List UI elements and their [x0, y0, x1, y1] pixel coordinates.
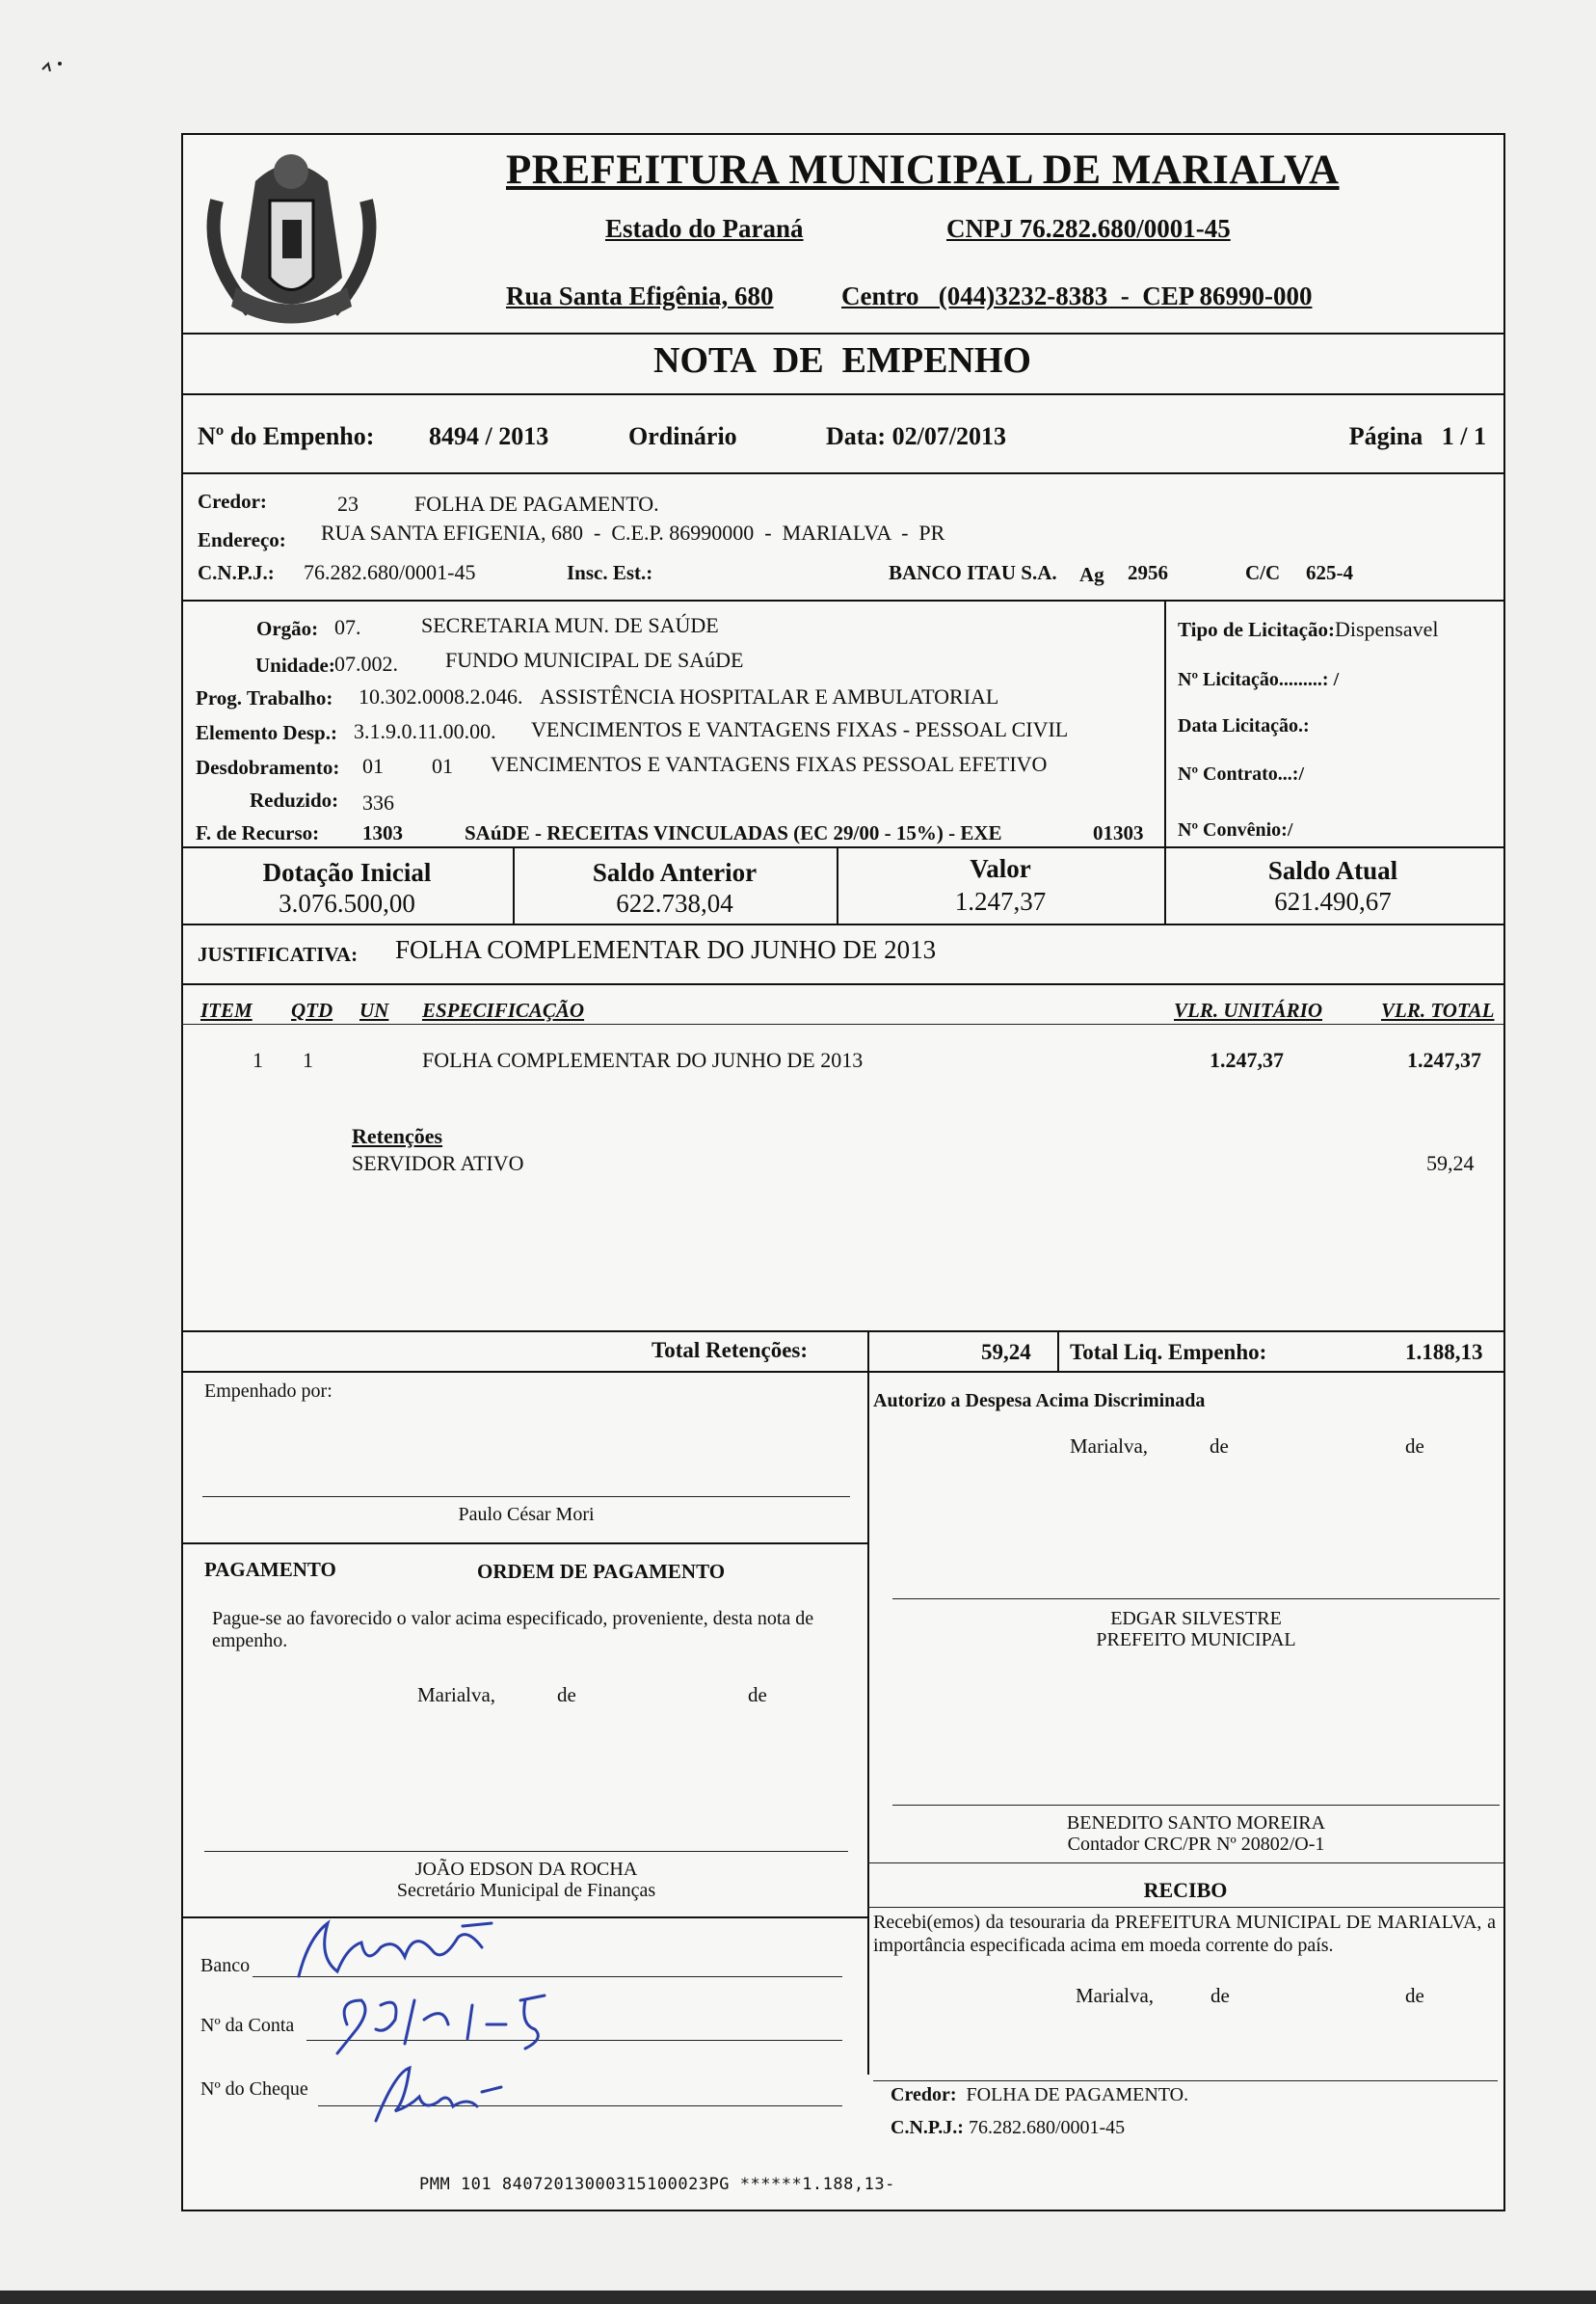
pagamento-place: Marialva, — [417, 1683, 496, 1706]
empenho-label: Nº do Empenho: — [198, 422, 375, 450]
recibo-place: Marialva, — [1076, 1984, 1155, 2007]
divider — [867, 1862, 1503, 1863]
secretario-role: Secretário Municipal de Finanças — [396, 1880, 656, 1901]
prefeito-name: EDGAR SILVESTRE — [1110, 1608, 1282, 1629]
divider — [181, 1916, 867, 1918]
account-label: C/C — [1245, 561, 1281, 584]
recibo-de-1: de — [1210, 1984, 1230, 2007]
insc-label: Insc. Est.: — [567, 561, 653, 584]
divider — [181, 333, 1503, 335]
unidade-label: Unidade: — [255, 654, 335, 677]
header-address: Rua Santa Efigênia, 680 — [506, 281, 774, 310]
scan-border-bottom — [0, 2291, 1596, 2304]
saldo-atual-value: 621.490,67 — [1274, 887, 1392, 916]
recibo-text: Recebi(emos) da tesouraria da PREFEITURA MUNICIPAL DE MARIALVA, a importância especificada acima em moeda corrente do país. — [873, 1912, 1496, 1956]
empenho-number: 8494 / 2013 — [429, 422, 549, 450]
ordem-pagamento-label: ORDEM DE PAGAMENTO — [477, 1560, 726, 1583]
header-cnpj: CNPJ 76.282.680/0001-45 — [946, 214, 1231, 243]
divider — [181, 393, 1503, 395]
signature-line — [892, 1805, 1500, 1806]
account-number: 625-4 — [1306, 561, 1353, 584]
municipal-coat-of-arms — [198, 143, 386, 340]
conta-label: Nº da Conta — [200, 2015, 295, 2036]
elemento-code: 3.1.9.0.11.00.00. — [354, 719, 496, 743]
dotacao-value: 3.076.500,00 — [279, 889, 415, 918]
pagamento-de-1: de — [557, 1683, 576, 1706]
desdobramento-label: Desdobramento: — [196, 756, 340, 779]
valor-value: 1.247,37 — [954, 887, 1047, 916]
row-qtd: 1 — [303, 1048, 313, 1072]
divider — [181, 1371, 1503, 1373]
divider-vertical — [867, 1330, 869, 1371]
unidade-name: FUNDO MUNICIPAL DE SAúDE — [445, 648, 744, 672]
handwritten-bank-signature — [289, 1918, 511, 1986]
agency-number: 2956 — [1128, 561, 1168, 584]
row-spec: FOLHA COMPLEMENTAR DO JUNHO DE 2013 — [422, 1048, 864, 1072]
autorizo-de-1: de — [1210, 1434, 1229, 1458]
divider — [181, 983, 1503, 985]
scan-mark — [40, 60, 64, 73]
credor-name: FOLHA DE PAGAMENTO. — [414, 492, 659, 516]
state-label: Estado do Paraná — [605, 214, 804, 243]
total-retencoes-value: 59,24 — [981, 1340, 1031, 1364]
signature-line — [202, 1496, 850, 1497]
secretario-name: JOÃO EDSON DA ROCHA — [414, 1859, 638, 1880]
divider — [181, 472, 1503, 474]
banco-label: Banco — [200, 1955, 251, 1976]
signature-line — [873, 2080, 1498, 2081]
signature-line — [204, 1851, 848, 1852]
retencoes-heading: Retenções — [352, 1124, 443, 1148]
row-item: 1 — [253, 1048, 263, 1072]
divider — [181, 600, 1503, 602]
recurso-code: 1303 — [362, 821, 403, 844]
divider — [181, 1330, 1503, 1332]
tipo-licitacao-value: Dispensavel — [1334, 617, 1439, 641]
credor-footer-cnpj-value: 76.282.680/0001-45 — [968, 2117, 1126, 2138]
row-total: 1.247,37 — [1407, 1048, 1481, 1072]
credor-footer-cnpj — [891, 2117, 1125, 2139]
reduzido-label: Reduzido: — [250, 789, 339, 812]
desdobramento-code-2: 01 — [432, 754, 453, 778]
handwritten-account-number — [328, 1986, 549, 2058]
tipo-licitacao-label: Tipo de Licitação: — [1178, 618, 1335, 641]
col-header-total: VLR. TOTAL — [1381, 999, 1495, 1022]
divider — [181, 924, 1503, 925]
data-licitacao: Data Licitação.: — [1178, 715, 1310, 737]
tipo-licitacao — [1178, 617, 1438, 642]
total-liquido-value: 1.188,13 — [1405, 1340, 1483, 1364]
endereco-label: Endereço: — [198, 528, 286, 551]
dotacao-label: Dotação Inicial — [262, 858, 432, 887]
empenhado-label: Empenhado por: — [204, 1380, 332, 1402]
numero-convenio: Nº Convênio:/ — [1178, 819, 1293, 841]
retencao-name: SERVIDOR ATIVO — [352, 1151, 524, 1175]
col-header-un: UN — [359, 999, 389, 1022]
document-title: NOTA DE EMPENHO — [653, 340, 1031, 381]
page-title: PREFEITURA MUNICIPAL DE MARIALVA — [506, 147, 1340, 193]
saldo-atual-label: Saldo Atual — [1267, 856, 1398, 885]
prog-label: Prog. Trabalho: — [196, 686, 333, 710]
empenho-type: Ordinário — [628, 422, 737, 450]
divider — [867, 1907, 1503, 1908]
autorizo-de-2: de — [1405, 1434, 1424, 1458]
credor-footer-name: FOLHA DE PAGAMENTO. — [966, 2084, 1189, 2105]
elemento-name: VENCIMENTOS E VANTAGENS FIXAS - PESSOAL CIVIL — [531, 717, 1069, 741]
cnpj-label: C.N.P.J.: — [198, 561, 275, 584]
unidade-code: 07.002. — [334, 652, 398, 676]
agency-label: Ag — [1079, 563, 1104, 586]
saldo-anterior-label: Saldo Anterior — [592, 858, 758, 887]
credor-label: Credor: — [198, 490, 267, 513]
divider-vertical — [1164, 600, 1166, 848]
signature-line — [892, 1598, 1500, 1599]
numero-licitacao: Nº Licitação.........: / — [1178, 669, 1340, 690]
recurso-code-2: 01303 — [1093, 821, 1144, 844]
pagamento-label: PAGAMENTO — [204, 1558, 336, 1581]
autorizo-place: Marialva, — [1070, 1434, 1149, 1458]
retencao-value: 59,24 — [1426, 1151, 1475, 1175]
divider-vertical — [867, 1371, 869, 2075]
saldo-anterior-value: 622.738,04 — [616, 889, 733, 918]
prog-name: ASSISTÊNCIA HOSPITALAR E AMBULATORIAL — [540, 684, 999, 709]
cheque-label: Nº do Cheque — [200, 2078, 308, 2100]
pagamento-text: Pague-se ao favorecido o valor acima especificado, proveniente, desta nota de empenho. — [212, 1608, 814, 1651]
contador-name: BENEDITO SANTO MOREIRA — [1066, 1812, 1326, 1834]
barcode-text: PMM 101 84072013000315100023PG ******1.188,13- — [419, 2175, 895, 2194]
elemento-label: Elemento Desp.: — [196, 721, 337, 744]
reduzido-value: 336 — [362, 790, 394, 815]
col-header-spec: ESPECIFICAÇÃO — [422, 999, 585, 1022]
bank-name: BANCO ITAU S.A. — [889, 561, 1057, 584]
recibo-de-2: de — [1405, 1984, 1424, 2007]
divider-vertical — [1057, 1330, 1059, 1371]
handwritten-cheque-number — [366, 2063, 511, 2130]
pagamento-de-2: de — [748, 1683, 767, 1706]
desdobramento-code-1: 01 — [362, 754, 384, 778]
recibo-title: RECIBO — [1143, 1878, 1228, 1902]
divider — [181, 1542, 867, 1544]
cnpj-value: 76.282.680/0001-45 — [304, 560, 476, 584]
col-header-qtd: QTD — [291, 999, 333, 1022]
recurso-name: SAúDE - RECEITAS VINCULADAS (EC 29/00 - 15%) - EXE — [465, 821, 1002, 844]
credor-footer-cnpj-label: C.N.P.J.: — [891, 2117, 964, 2138]
divider — [181, 846, 1503, 848]
credor-footer — [891, 2084, 1188, 2106]
desdobramento-name: VENCIMENTOS E VANTAGENS FIXAS PESSOAL EFETIVO — [491, 752, 1048, 776]
col-header-unit: VLR. UNITÁRIO — [1174, 999, 1323, 1022]
justificativa-text: FOLHA COMPLEMENTAR DO JUNHO DE 2013 — [395, 935, 937, 964]
orgao-name: SECRETARIA MUN. DE SAÚDE — [421, 613, 719, 637]
page-number: Página 1 / 1 — [1348, 422, 1486, 450]
row-unit: 1.247,37 — [1210, 1048, 1284, 1072]
prefeito-role: PREFEITO MUNICIPAL — [1096, 1629, 1296, 1650]
total-retencoes-label: Total Retenções: — [652, 1338, 809, 1362]
empenho-date: Data: 02/07/2013 — [826, 422, 1007, 450]
contador-role: Contador CRC/PR Nº 20802/O-1 — [1067, 1834, 1325, 1855]
total-liquido-label: Total Liq. Empenho: — [1070, 1340, 1267, 1364]
endereco-value: RUA SANTA EFIGENIA, 680 - C.E.P. 86990000 - MARIALVA - PR — [321, 521, 945, 545]
orgao-code: 07. — [334, 615, 361, 639]
autorizo-label: Autorizo a Despesa Acima Discriminada — [873, 1390, 1206, 1411]
justificativa-label: JUSTIFICATIVA: — [198, 943, 359, 966]
empenhado-signer: Paulo César Mori — [458, 1504, 595, 1525]
header-contact: Centro (044)3232-8383 - CEP 86990-000 — [841, 281, 1313, 310]
prog-code: 10.302.0008.2.046. — [359, 684, 523, 709]
recurso-label: F. de Recurso: — [196, 821, 320, 844]
credor-footer-label: Credor: — [891, 2084, 957, 2105]
credor-code: 23 — [337, 492, 359, 516]
valor-label: Valor — [970, 854, 1031, 883]
numero-contrato: Nº Contrato...:/ — [1178, 764, 1305, 785]
col-header-item: ITEM — [200, 999, 253, 1022]
divider — [181, 1024, 1503, 1025]
orgao-label: Orgão: — [256, 617, 319, 640]
